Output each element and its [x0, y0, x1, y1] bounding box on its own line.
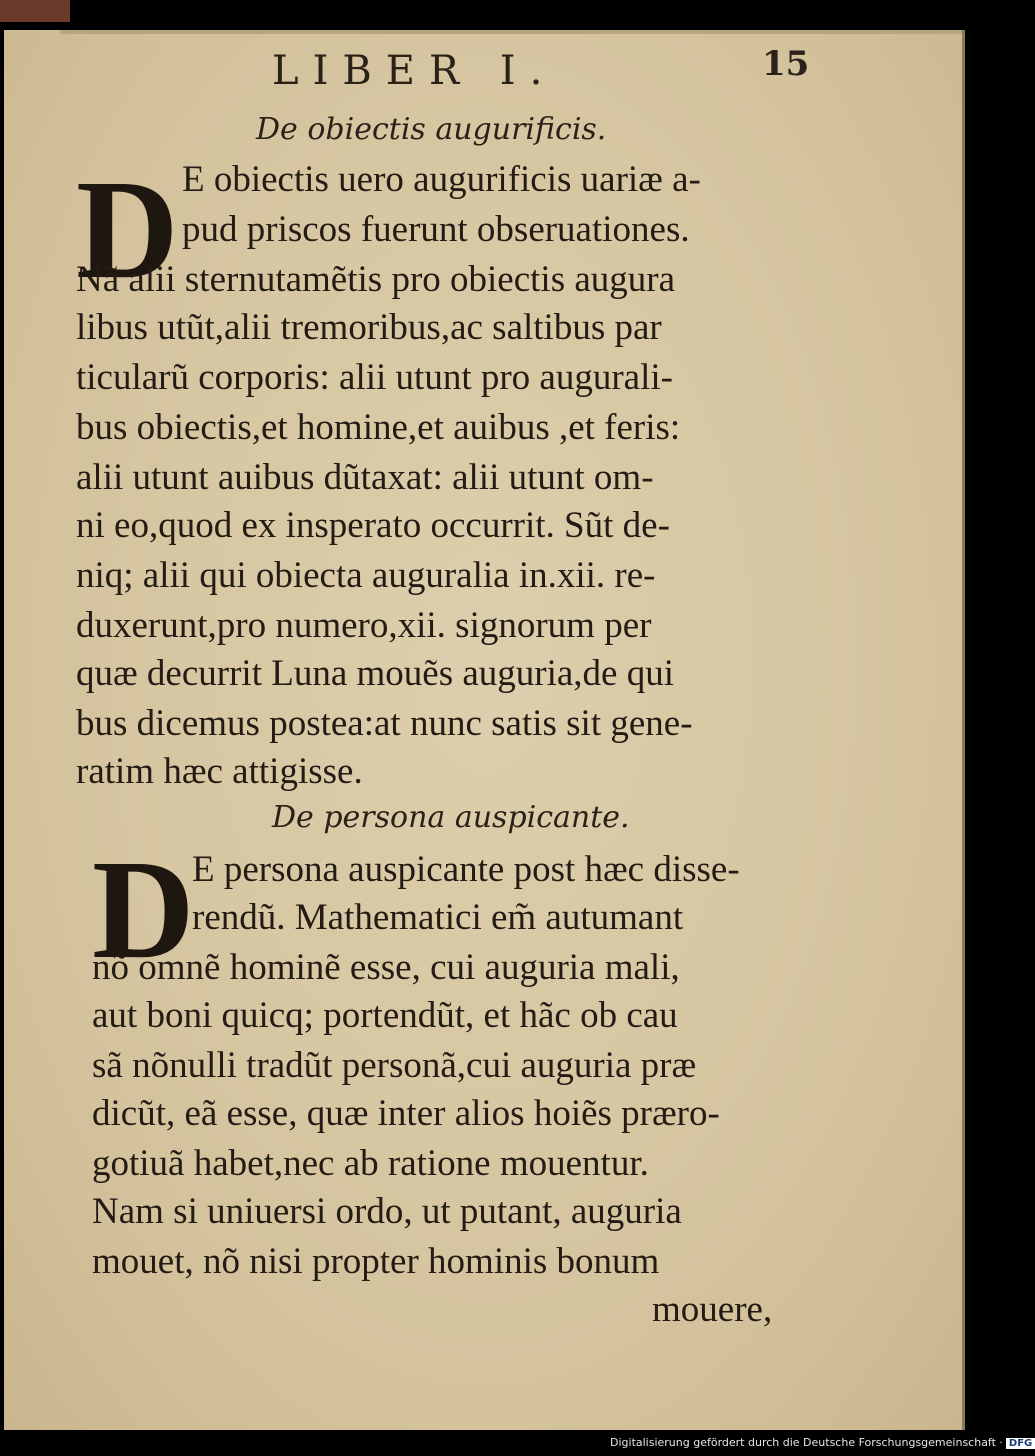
text-line: duxerunt,pro numero,xii. signorum per	[76, 605, 652, 646]
text-line: E persona auspicante post hæc disse-	[192, 849, 740, 890]
digitization-credit	[610, 1436, 1035, 1449]
catchword: mouere,	[652, 1289, 773, 1330]
text-line: gotiuã habet,nec ab ratione mouentur.	[92, 1143, 649, 1184]
credit-text: Digitalisierung gefördert durch die Deutsche Forschungsgemeinschaft ·	[610, 1436, 1003, 1449]
drop-cap: D	[92, 830, 195, 988]
dfg-logo: DFG	[1006, 1438, 1035, 1449]
text-line: rendũ. Mathematici em̃ autumant	[192, 897, 684, 938]
running-head: LIBER I.	[272, 48, 557, 94]
text-line: Nã alii sternutamẽtis pro obiectis augura	[76, 259, 676, 300]
text-line: alii utunt auibus dũtaxat: alii utunt om-	[76, 457, 654, 498]
folio-number: 15	[762, 44, 810, 84]
text-line: nõ omnẽ hominẽ esse, cui auguria mali,	[92, 947, 680, 988]
text-line: ratim hæc attigisse.	[76, 751, 363, 792]
text-line: dicũt, eã esse, quæ inter alios hoiẽs præro-	[92, 1093, 720, 1134]
text-line: niq; alii qui obiecta auguralia in.xii. re-	[76, 555, 656, 596]
text-line: sã nõnulli tradũt personã,cui auguria præ	[92, 1045, 697, 1086]
text-line: ni eo,quod ex insperato occurrit. Sũt de-	[76, 505, 670, 546]
section-heading-objects: De obiectis augurificis.	[256, 112, 607, 147]
text-line: aut boni quicq; portendũt, et hãc ob cau	[92, 995, 678, 1036]
text-line: Nam si uniuersi ordo, ut putant, auguria	[92, 1191, 682, 1232]
page-edge-tab	[0, 0, 70, 22]
text-line: mouet, nõ nisi propter hominis bonum	[92, 1241, 660, 1282]
text-line: libus utũt,alii tremoribus,ac saltibus par	[76, 307, 662, 348]
text-line: quæ decurrit Luna mouẽs auguria,de qui	[76, 653, 674, 694]
page-edge	[60, 30, 962, 34]
text-line: ticularũ corporis: alii utunt pro augurali-	[76, 357, 673, 398]
text-line: bus dicemus postea:at nunc satis sit gene-	[76, 703, 693, 744]
drop-cap: D	[76, 150, 179, 308]
text-line: pud priscos fuerunt obseruationes.	[182, 209, 690, 250]
text-line: E obiectis uero augurificis uariæ a-	[182, 159, 701, 200]
text-line: bus obiectis,et homine,et auibus ,et feris:	[76, 407, 681, 448]
section-heading-person: De persona auspicante.	[272, 800, 630, 835]
